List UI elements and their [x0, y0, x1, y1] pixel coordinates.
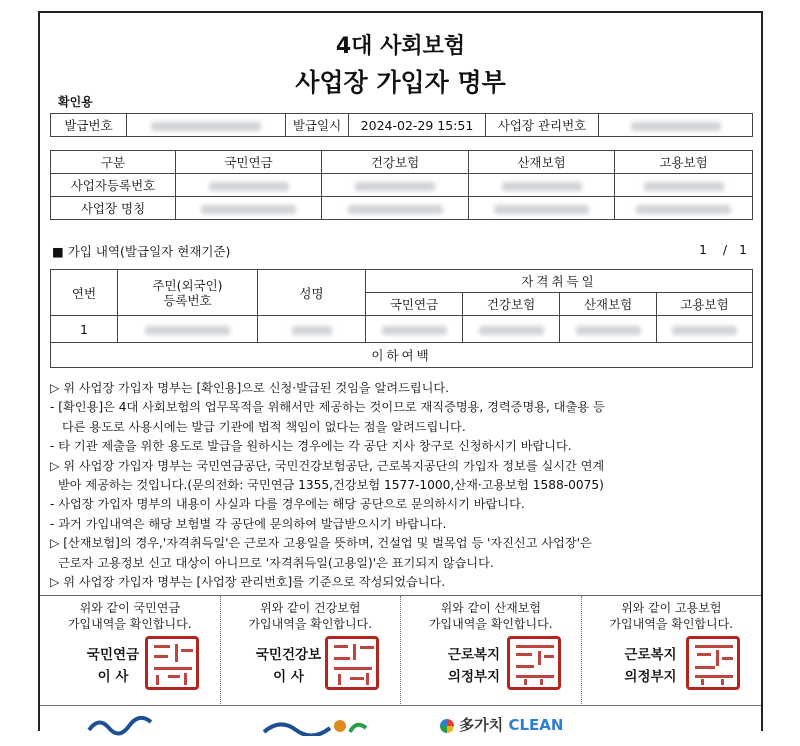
member-row-no: 1 — [51, 316, 118, 343]
col-name: 성명 — [258, 270, 366, 316]
member-table — [50, 269, 753, 368]
note-line: ▷ 위 사업장 가입자 명부는 [사업장 관리번호]를 기준으로 작성되었습니다. — [50, 574, 446, 589]
end-of-list: 이하여백 — [51, 343, 753, 368]
seal-line1: 위와 같이 고용보험 — [621, 601, 722, 615]
section-title: ■ 가입 내역(발급일자 현재기준) — [52, 244, 231, 259]
biz-cell — [176, 197, 322, 220]
title-line1: 4대 사회보험 — [335, 34, 466, 59]
issue-table — [50, 113, 753, 137]
seal-pension — [40, 596, 221, 706]
note-line: ▷ [산재보험]의 경우,'자격취득일'은 근로자 고용일을 뜻하며, 건설업 및 벌목업 등 '자진신고 사업장'은 — [50, 536, 592, 551]
official-stamp-icon — [686, 636, 740, 690]
notes — [50, 379, 755, 592]
mgmt-no-label: 사업장 관리번호 — [486, 114, 599, 137]
page-total: 1 — [739, 242, 747, 257]
seal-line2: 가입내역을 확인합니다. — [248, 617, 373, 631]
agency-logo-icon — [260, 714, 370, 741]
official-stamp-icon — [325, 636, 379, 690]
biz-table — [50, 150, 753, 220]
biz-header-health: 건강보험 — [322, 151, 469, 174]
biz-cell — [322, 174, 469, 197]
clean-logo-prefix: 多가치 — [459, 716, 504, 734]
note-line: 받아 제공하는 것입니다.(문의전화: 국민연금 1355,건강보험 1577-1000,산재·고용보험 1588-0075) — [58, 477, 604, 492]
issue-no-label: 발급번호 — [51, 114, 127, 137]
biz-cell — [615, 174, 753, 197]
seal-line1: 위와 같이 건강보험 — [260, 601, 361, 615]
seal-role: 이 사 — [97, 669, 129, 685]
note-line: - 과거 가입내역은 해당 보험별 각 공단에 문의하여 발급받으시기 바랍니다. — [50, 516, 447, 531]
col-id-line2: 등록번호 — [163, 292, 212, 308]
issue-no-value — [127, 114, 286, 137]
seal-org: 국민연금 — [86, 647, 140, 663]
seal-role: 이 사 — [273, 669, 304, 685]
col-id — [118, 270, 258, 316]
member-row-name — [258, 316, 366, 343]
seal-line2: 가입내역을 확인합니다. — [428, 617, 553, 631]
sub-col-pension: 국민연금 — [366, 293, 463, 316]
note-line: 다른 용도로 사용시에는 발급 기관에 법적 책임이 없다는 점을 알려드립니다. — [62, 419, 466, 434]
issue-date-label: 발급일시 — [286, 114, 349, 137]
member-row-date — [657, 316, 753, 343]
biz-cell — [469, 197, 615, 220]
seal-signer — [82, 644, 144, 688]
mgmt-no-value — [599, 114, 753, 137]
footer-logos — [40, 705, 761, 746]
confirm-label: 확인용 — [58, 95, 93, 109]
seal-line2: 가입내역을 확인합니다. — [67, 617, 192, 631]
page-current: 1 — [699, 242, 707, 257]
seal-signer — [247, 644, 331, 688]
biz-header-category: 구분 — [51, 151, 176, 174]
sub-col-health: 건강보험 — [463, 293, 560, 316]
col-id-line1: 주민(외국인) — [152, 277, 223, 293]
seal-role: 의정부지 — [447, 669, 501, 685]
seal-line2: 가입내역을 확인합니다. — [609, 617, 734, 631]
biz-cell — [176, 174, 322, 197]
biz-header-industrial: 산재보험 — [469, 151, 615, 174]
seal-health — [221, 596, 402, 706]
note-line: - [확인용]은 4대 사회보험의 업무목적을 위해서만 제공하는 것이므로 재직증명용, 경력증명용, 대출용 등 — [50, 400, 605, 415]
biz-header-pension: 국민연금 — [176, 151, 322, 174]
city-logo-icon — [85, 714, 155, 741]
note-line: ▷ 위 사업장 가입자 명부는 국민연금공단, 국민건강보험공단, 근로복지공단의 가입자 정보를 실시간 연계 — [50, 458, 605, 473]
seal-org: 국민건강보 — [255, 647, 322, 663]
official-stamp-icon — [507, 636, 561, 690]
official-stamp-icon — [145, 636, 199, 690]
seal-role: 의정부지 — [624, 669, 677, 685]
note-line: - 타 기관 제출을 위한 용도로 발급을 원하시는 경우에는 각 공단 지사 창구로 신청하시기 바랍니다. — [50, 439, 572, 454]
seal-signer — [441, 644, 507, 688]
clean-logo-mark-icon — [440, 719, 454, 733]
member-row-date — [560, 316, 657, 343]
page-indicator — [699, 242, 747, 257]
seal-industrial — [401, 596, 582, 706]
seal-signer — [618, 644, 684, 688]
issue-date-value: 2024-02-29 15:51 — [349, 114, 486, 137]
page-sep: / — [722, 242, 728, 257]
biz-cell — [615, 197, 753, 220]
document — [38, 11, 763, 734]
seal-line1: 위와 같이 산재보험 — [440, 601, 541, 615]
biz-cell — [469, 174, 615, 197]
note-line: ▷ 위 사업장 가입자 명부는 [확인용]으로 신청·발급된 것임을 알려드립니다. — [50, 381, 450, 395]
clean-logo-text: CLEAN — [508, 716, 564, 734]
seal-employment — [582, 596, 762, 706]
col-no: 연번 — [51, 270, 118, 316]
member-row-date — [366, 316, 463, 343]
biz-row-name-label: 사업장 명칭 — [51, 197, 176, 220]
col-dates: 자격취득일 — [366, 270, 753, 293]
title-line2: 사업장 가입자 명부 — [295, 68, 506, 97]
sub-col-employment: 고용보험 — [657, 293, 753, 316]
seal-org: 근로복지 — [447, 647, 501, 663]
sub-col-industrial: 산재보험 — [560, 293, 657, 316]
seal-org: 근로복지 — [624, 647, 677, 663]
seal-line1: 위와 같이 국민연금 — [79, 601, 180, 615]
seal-row — [40, 595, 761, 706]
member-row-date — [463, 316, 560, 343]
member-row-id — [118, 316, 258, 343]
note-line: - 사업장 가입자 명부의 내용이 사실과 다를 경우에는 해당 공단으로 문의하시기 바랍니다. — [50, 497, 525, 512]
biz-header-employment: 고용보험 — [615, 151, 753, 174]
biz-row-regno-label: 사업자등록번호 — [51, 174, 176, 197]
biz-cell — [322, 197, 469, 220]
note-line: 근로자 고용정보 신고 대상이 아니므로 '자격취득일(고용일)'은 표기되지 않습니다. — [58, 555, 494, 570]
